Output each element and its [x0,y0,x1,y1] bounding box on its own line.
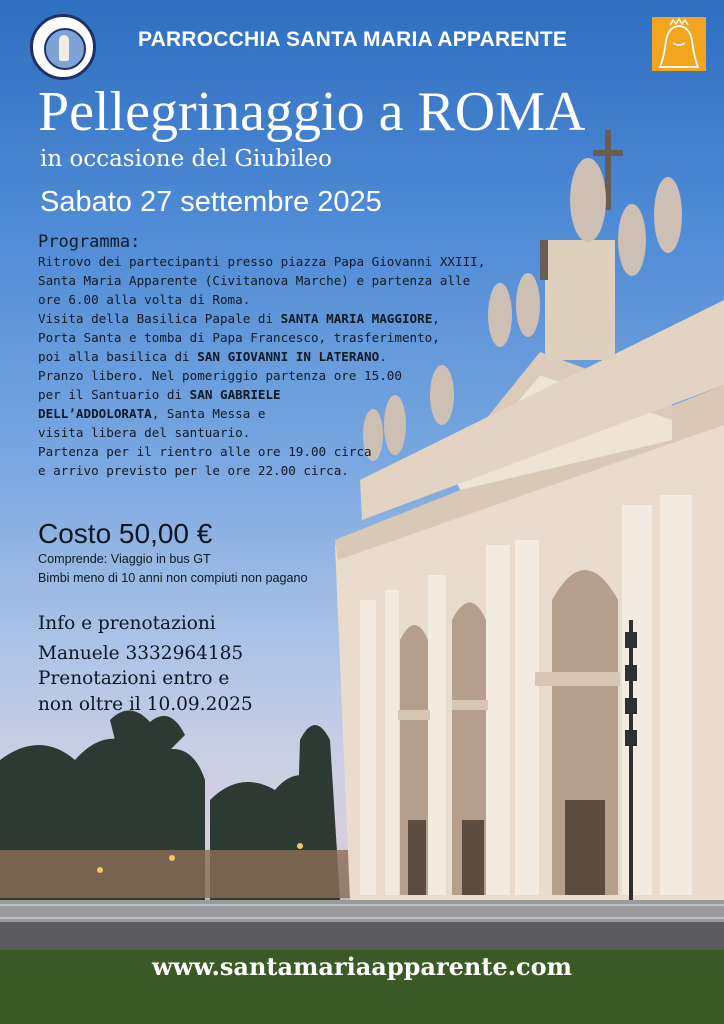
booking-deadline-line2: non oltre il 10.09.2025 [38,694,253,715]
programma-line [38,328,498,347]
programma-line [38,423,498,442]
programma-highlight: SANTA MARIA MAGGIORE [280,311,433,326]
parish-name: PARROCCHIA SANTA MARIA APPARENTE [138,28,568,51]
programma-line [38,404,498,423]
programma-text: Porta Santa e tomba di Papa Francesco, trasferimento, [38,330,440,345]
programma-text: , Santa Messa e [151,406,266,421]
programma-text: . [379,349,387,364]
programma-list [38,252,498,480]
programma-line [38,347,498,366]
price: Costo 50,00 € [38,518,213,549]
programma-line [38,309,498,328]
programma-text: Partenza per il rientro alle ore 19.00 circa [38,444,372,459]
programma-line [38,385,498,404]
website-link[interactable]: www.santamariaapparente.com [151,952,573,981]
parish-seal-logo [30,14,96,80]
programma-line [38,442,498,461]
madonna-logo [652,17,706,71]
programma-text: Visita della Basilica Papale di [38,311,281,326]
programma-text: Santa Maria Apparente (Civitanova Marche) e partenza alle [38,273,471,288]
booking-deadline-line1: Prenotazioni entro e [38,668,230,689]
children-note: Bimbi meno di 10 anni non compiuti non pagano [38,571,308,585]
programma-text: per il Santuario di [38,387,190,402]
programma-line [38,461,498,480]
event-date: Sabato 27 settembre 2025 [40,186,382,218]
programma-text: visita libera del santuario. [38,425,251,440]
info-heading: Info e prenotazioni [38,613,216,634]
programma-text: Ritrovo dei partecipanti presso piazza Papa Giovanni XXIII, [38,254,486,269]
programma-text: Pranzo libero. Nel pomeriggio partenza ore 15.00 [38,368,402,383]
programma-highlight: DELL’ADDOLORATA [38,406,152,421]
basilica-facade [335,130,724,900]
programma-highlight: SAN GIOVANNI IN LATERANO [197,349,380,364]
includes-note: Comprende: Viaggio in bus GT [38,552,211,566]
programma-text: poi alla basilica di [38,349,198,364]
programma-heading: Programma: [38,232,141,252]
contact: Manuele 3332964185 [38,643,244,664]
programma-highlight: SAN GABRIELE [189,387,281,402]
subtitle: in occasione del Giubileo [40,146,332,172]
programma-line [38,366,498,385]
programma-line [38,290,498,309]
programma-line [38,252,498,271]
page-title: Pellegrinaggio a ROMA [38,81,586,143]
programma-text: e arrivo previsto per le ore 22.00 circa. [38,463,349,478]
programma-line [38,271,498,290]
programma-text: , [432,311,440,326]
programma-text: ore 6.00 alla volta di Roma. [38,292,251,307]
